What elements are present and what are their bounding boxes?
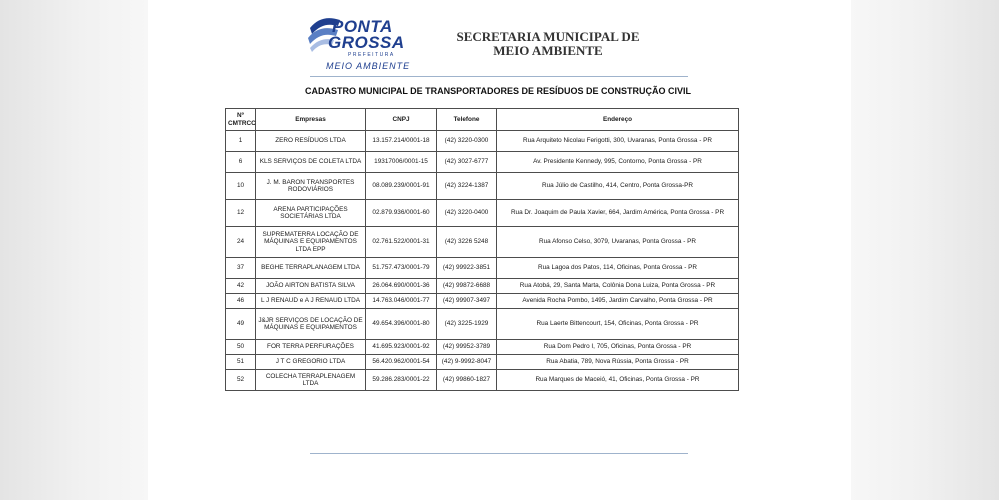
cell-cnpj: 14.763.046/0001-77 <box>366 294 437 309</box>
cell-num: 1 <box>226 131 256 152</box>
cell-telefone: (42) 3220-0300 <box>437 131 497 152</box>
cell-num: 10 <box>226 173 256 200</box>
document-page <box>148 0 851 500</box>
ponta-grossa-logo <box>308 12 411 74</box>
cell-num: 12 <box>226 200 256 227</box>
left-blur-margin <box>0 0 148 500</box>
cell-endereco: Rua Júlio de Castilho, 414, Centro, Ponta Grossa-PR <box>497 173 739 200</box>
cell-cnpj: 59.286.283/0001-22 <box>366 370 437 391</box>
cell-cnpj: 02.879.936/0001-60 <box>366 200 437 227</box>
cell-endereco: Rua Atobá, 29, Santa Marta, Colônia Dona Luiza, Ponta Grossa - PR <box>497 279 739 294</box>
cell-endereco: Av. Presidente Kennedy, 995, Contorno, Ponta Grossa - PR <box>497 152 739 173</box>
cell-cnpj: 41.695.923/0001-92 <box>366 340 437 355</box>
secretaria-line-1: SECRETARIA MUNICIPAL DE <box>456 29 640 44</box>
table-row <box>226 355 739 370</box>
cell-num: 51 <box>226 355 256 370</box>
cell-empresa: ZERO RESÍDUOS LTDA <box>256 131 366 152</box>
cell-telefone: (42) 3027-6777 <box>437 152 497 173</box>
header-telefone: Telefone <box>437 109 497 131</box>
table-row <box>226 370 739 391</box>
cell-empresa: L J RENAUD e A J RENAUD LTDA <box>256 294 366 309</box>
cell-num: 24 <box>226 227 256 258</box>
secretaria-heading <box>448 30 648 58</box>
cell-telefone: (42) 99907-3497 <box>437 294 497 309</box>
cell-cnpj: 56.420.962/0001-54 <box>366 355 437 370</box>
cell-empresa: ARENA PARTICIPAÇÕES SOCIETÁRIAS LTDA <box>256 200 366 227</box>
cell-empresa: FOR TERRA PERFURAÇÕES <box>256 340 366 355</box>
logo-text-grossa: GROSSA <box>328 33 405 52</box>
cell-empresa: KLS SERVIÇOS DE COLETA LTDA <box>256 152 366 173</box>
table-row <box>226 279 739 294</box>
header-empresas: Empresas <box>256 109 366 131</box>
cell-endereco: Rua Dom Pedro I, 705, Oficinas, Ponta Grossa - PR <box>497 340 739 355</box>
table-row <box>226 340 739 355</box>
cell-telefone: (42) 3226 5248 <box>437 227 497 258</box>
cell-cnpj: 19317006/0001-15 <box>366 152 437 173</box>
table-row <box>226 200 739 227</box>
cell-telefone: (42) 99860-1827 <box>437 370 497 391</box>
cell-endereco: Rua Lagoa dos Patos, 114, Oficinas, Ponta Grossa - PR <box>497 258 739 279</box>
cell-endereco: Avenida Rocha Pombo, 1495, Jardim Carvalho, Ponta Grossa - PR <box>497 294 739 309</box>
table-row <box>226 294 739 309</box>
cell-empresa: JOÃO AIRTON BATISTA SILVA <box>256 279 366 294</box>
table-row <box>226 131 739 152</box>
cell-endereco: Rua Abatia, 789, Nova Rússia, Ponta Grossa - PR <box>497 355 739 370</box>
cell-empresa: BEGHE TERRAPLANAGEM LTDA <box>256 258 366 279</box>
cell-num: 52 <box>226 370 256 391</box>
table-row <box>226 258 739 279</box>
header-cnpj: CNPJ <box>366 109 437 131</box>
table-row <box>226 227 739 258</box>
logo-text-ponta: PONTA <box>332 17 393 36</box>
cell-num: 42 <box>226 279 256 294</box>
cell-empresa: COLECHA TERRAPLENAGEM LTDA <box>256 370 366 391</box>
logo-text-prefeitura: PREFEITURA <box>348 52 395 58</box>
cell-num: 46 <box>226 294 256 309</box>
header-divider <box>310 76 688 77</box>
cell-empresa: J&JR SERVIÇOS DE LOCAÇÃO DE MÁQUINAS E EQUIPAMENTOS <box>256 309 366 340</box>
cell-endereco: Rua Afonso Celso, 3079, Uvaranas, Ponta Grossa - PR <box>497 227 739 258</box>
cell-empresa: J. M. BARON TRANSPORTES RODOVIÁRIOS <box>256 173 366 200</box>
table-header-row <box>226 109 739 131</box>
header-endereco: Endereço <box>497 109 739 131</box>
cell-endereco: Rua Dr. Joaquim de Paula Xavier, 664, Jardim América, Ponta Grossa - PR <box>497 200 739 227</box>
cell-empresa: J T C GREGORIO LTDA <box>256 355 366 370</box>
header-cmtrcc <box>226 109 256 131</box>
logo-text-meio-ambiente: MEIO AMBIENTE <box>326 61 411 71</box>
cell-cnpj: 49.654.396/0001-80 <box>366 309 437 340</box>
cell-endereco: Rua Marques de Maceió, 41, Oficinas, Ponta Grossa - PR <box>497 370 739 391</box>
cell-num: 6 <box>226 152 256 173</box>
cell-num: 37 <box>226 258 256 279</box>
document-title: CADASTRO MUNICIPAL DE TRANSPORTADORES DE RESÍDUOS DE CONSTRUÇÃO CIVIL <box>304 86 692 96</box>
cell-num: 50 <box>226 340 256 355</box>
registry-table <box>225 108 739 391</box>
cell-telefone: (42) 99872-6688 <box>437 279 497 294</box>
cell-telefone: (42) 3220-0400 <box>437 200 497 227</box>
header-cmtrcc-line2: CMTRCC <box>228 119 256 127</box>
cell-cnpj: 51.757.473/0001-79 <box>366 258 437 279</box>
cell-cnpj: 02.761.522/0001-31 <box>366 227 437 258</box>
cell-empresa: SUPREMATERRA LOCAÇÃO DE MÁQUINAS E EQUIPAMENTOS LTDA EPP <box>256 227 366 258</box>
cell-telefone: (42) 99952-3789 <box>437 340 497 355</box>
cell-endereco: Rua Arquiteto Nicolau Ferigotti, 300, Uvaranas, Ponta Grossa - PR <box>497 131 739 152</box>
table-row <box>226 309 739 340</box>
table-row <box>226 152 739 173</box>
cell-cnpj: 13.157.214/0001-18 <box>366 131 437 152</box>
footer-divider <box>310 453 688 454</box>
cell-telefone: (42) 3225-1929 <box>437 309 497 340</box>
cell-telefone: (42) 3224-1387 <box>437 173 497 200</box>
header-cmtrcc-line1: Nº <box>237 112 244 120</box>
cell-num: 49 <box>226 309 256 340</box>
cell-telefone: (42) 99922-3851 <box>437 258 497 279</box>
table-row <box>226 173 739 200</box>
cell-cnpj: 08.089.239/0001-91 <box>366 173 437 200</box>
cell-endereco: Rua Laerte Bittencourt, 154, Oficinas, Ponta Grossa - PR <box>497 309 739 340</box>
cell-telefone: (42) 9-9992-8047 <box>437 355 497 370</box>
cell-cnpj: 26.064.690/0001-36 <box>366 279 437 294</box>
right-blur-margin <box>851 0 999 500</box>
secretaria-line-2: MEIO AMBIENTE <box>493 43 603 58</box>
